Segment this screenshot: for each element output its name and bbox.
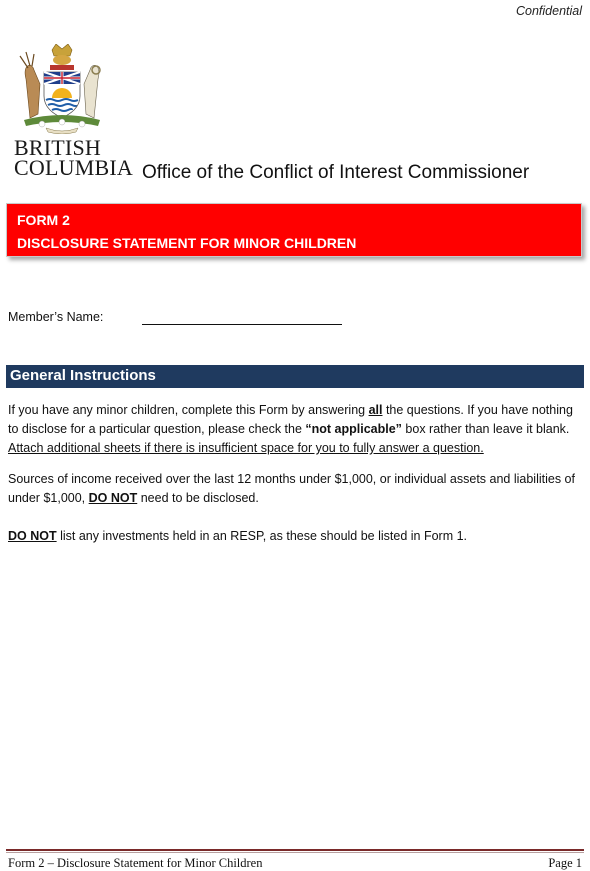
attach-sheets-note: Attach additional sheets if there is insufficient space for you to fully answer a question. [8, 441, 484, 455]
emphasis-do-not: DO NOT [8, 529, 57, 543]
form-title: DISCLOSURE STATEMENT FOR MINOR CHILDREN [17, 235, 357, 251]
text-run: box rather than leave it blank. [401, 422, 570, 436]
instructions-paragraph-3 [8, 527, 582, 546]
footer-form-title: Form 2 – Disclosure Statement for Minor Children [8, 856, 263, 870]
member-name-field[interactable] [142, 324, 342, 325]
text-run: need to be disclosed. [137, 491, 259, 505]
logo-text-columbia: COLUMBIA [14, 155, 133, 180]
form-title-banner [6, 203, 582, 257]
text-run: Sources of income received over the last 12 months under $1,000, or individual assets and liabilities of under $1,000, [8, 472, 575, 505]
form-number: FORM 2 [17, 212, 70, 228]
text-run: the questions. If you have nothing to disclose for a particular question, please check the [8, 403, 573, 436]
text-run: list any investments held in an RESP, as these should be listed in Form 1. [56, 529, 468, 543]
logo-text-british: BRITISH [14, 135, 101, 160]
footer-divider-thin [6, 852, 584, 853]
emphasis-all: all [368, 403, 383, 417]
emphasis-do-not: DO NOT [88, 491, 138, 505]
section-heading: General Instructions [10, 367, 156, 384]
text-run: If you have any minor children, complete this Form by answering [8, 403, 369, 417]
instructions-paragraph-2 [8, 470, 582, 508]
general-instructions-header [6, 365, 584, 388]
instructions-paragraph-1 [8, 401, 582, 458]
confidential-label: Confidential [515, 4, 582, 18]
coat-of-arms-icon [12, 44, 112, 134]
footer-page-number: Page 1 [548, 856, 582, 870]
emphasis-not-applicable: “not applicable” [305, 422, 402, 436]
footer-divider [6, 849, 584, 851]
member-name-label: Member’s Name: [8, 310, 104, 324]
office-title: Office of the Conflict of Interest Commissioner [142, 162, 530, 183]
